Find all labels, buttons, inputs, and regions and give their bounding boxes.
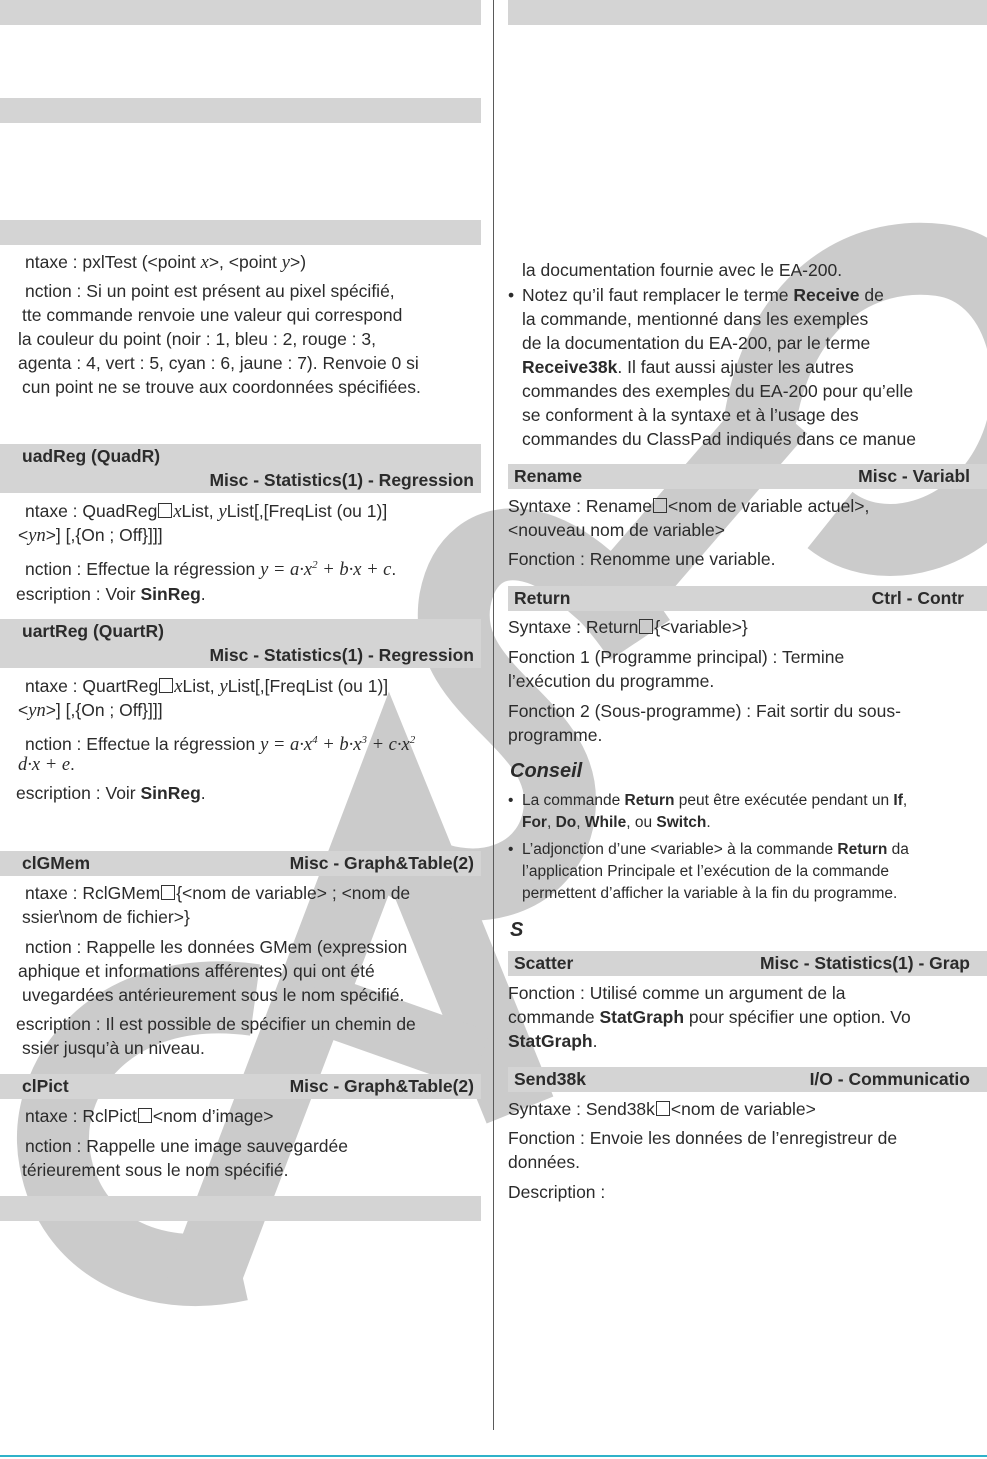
pxltest-function-line: agenta : 4, vert : 5, cyan : 6, jaune : 7). Renvoie 0 si <box>18 353 419 373</box>
space-symbol-icon <box>161 885 175 900</box>
entry-header-blank <box>508 0 987 25</box>
column-divider <box>493 0 494 1430</box>
quartreg-function: nction : Effectue la régression $y = a\cdot x^4 + b\cdot x^3 + c\cdot x^2$ <box>25 734 416 756</box>
quartreg-syntax-line2: <yn>] [,{On ; Off}]]] <box>18 700 163 721</box>
command-name: Rename <box>514 466 583 486</box>
pxltest-function-line: nction : Si un point est présent au pixel spécifié, <box>25 281 395 301</box>
quartreg-syntax: ntaxe : QuartReg xList, yList[,[FreqList (ou 1)] <box>25 676 389 697</box>
entry-header-rclgmem <box>0 851 481 876</box>
quartreg-formula: $y = a\cdot x^4 + b\cdot x^3 + c\cdot x^2$ <box>260 734 416 756</box>
entry-header-blank <box>0 1196 481 1221</box>
intro-line: la documentation fournie avec le EA-200. <box>522 260 843 280</box>
note-line: commandes du ClassPad indiqués dans ce manue <box>522 429 916 449</box>
command-category: Misc - Statistics(1) - Grap <box>759 953 970 973</box>
note-line: Receive38k. Il faut aussi ajuster les autres <box>522 357 854 377</box>
space-symbol-icon <box>653 498 667 513</box>
section-letter: S <box>510 919 524 941</box>
rename-syntax: Syntaxe : Rename <nom de variable actuel>, <box>508 496 870 516</box>
entry-header-quartreg <box>0 619 481 668</box>
note-line: Notez qu’il faut remplacer le terme Receive de <box>522 285 884 305</box>
conseil-bullet: • <box>508 841 514 858</box>
note-line: de la documentation du EA-200, par le terme <box>522 333 871 353</box>
send38k-function: données. <box>508 1152 581 1172</box>
scatter-function: Fonction : Utilisé comme un argument de la <box>508 983 846 1003</box>
space-symbol-icon <box>656 1101 670 1116</box>
space-symbol-icon <box>158 503 172 518</box>
conseil-line: permettent d’afficher la variable à la fin du programme. <box>522 885 898 902</box>
rename-function: Fonction : Renomme une variable. <box>508 549 776 569</box>
return-function1: Fonction 1 (Programme principal) : Termine <box>508 647 845 667</box>
entry-header-quadreg <box>0 444 481 493</box>
send38k-syntax: Syntaxe : Send38k <nom de variable> <box>508 1099 816 1119</box>
note-bullet: • <box>508 285 515 305</box>
pxltest-function-line: tte commande renvoie une valeur qui correspond <box>22 305 403 325</box>
conseil-line: La commande Return peut être exécutée pendant un If, <box>522 792 908 809</box>
command-category: Misc - Statistics(1) - Regression <box>209 470 474 490</box>
space-symbol-icon <box>159 678 173 693</box>
command-name: clPict <box>22 1076 69 1096</box>
command-category: Misc - Statistics(1) - Regression <box>209 645 474 665</box>
send38k-function: Fonction : Envoie les données de l’enregistreur de <box>508 1128 898 1148</box>
entry-header-pxltest <box>0 220 481 245</box>
command-category: Ctrl - Contr <box>871 588 964 608</box>
quartreg-formula-line2: d·x + e. <box>18 754 75 775</box>
return-syntax: Syntaxe : Return {<variable>} <box>508 617 748 637</box>
note-line: commandes des exemples du EA-200 pour qu’elle <box>522 381 914 401</box>
rclgmem-description-line: escription : Il est possible de spécifier un chemin de <box>16 1014 416 1034</box>
conseil-line: L’adjonction d’une <variable> à la commande Return da <box>522 841 909 858</box>
quadreg-description: escription : Voir SinReg. <box>16 584 206 604</box>
rclpict-function-line: térieurement sous le nom spécifié. <box>22 1160 289 1180</box>
rclgmem-description-line: ssier jusqu’à un niveau. <box>22 1038 205 1058</box>
entry-header-send38k <box>508 1067 987 1092</box>
rclpict-syntax: ntaxe : RclPict <nom d’image> <box>25 1106 274 1126</box>
left-column <box>0 0 481 1459</box>
conseil-line: For, Do, While, ou Switch. <box>522 814 711 831</box>
command-name: uadReg (QuadR) <box>22 446 161 466</box>
command-name: Return <box>514 588 571 608</box>
space-symbol-icon <box>138 1108 152 1123</box>
send38k-description: Description : <box>508 1182 606 1202</box>
command-category: Misc - Graph&Table(2) <box>289 853 474 873</box>
command-name: Scatter <box>514 953 574 973</box>
command-category: I/O - Communicatio <box>809 1069 970 1089</box>
rclgmem-function-line: aphique et informations afférentes) qui ont été <box>18 961 375 981</box>
scatter-function: StatGraph. <box>508 1031 598 1051</box>
command-category: Misc - Variabl <box>858 466 970 486</box>
return-function1: l’exécution du programme. <box>508 671 715 691</box>
conseil-heading: Conseil <box>510 760 583 782</box>
quadreg-syntax: ntaxe : QuadReg xList, yList[,[FreqList (ou 1)] <box>25 501 388 522</box>
entry-header-rclpict <box>0 1074 481 1099</box>
rclgmem-function-line: uvegardées antérieurement sous le nom spécifié. <box>22 985 405 1005</box>
quadreg-formula: $y = a\cdot x^2 + b\cdot x + c$ <box>260 559 392 581</box>
pxltest-function-line: la couleur du point (noir : 1, bleu : 2, rouge : 3, <box>18 329 376 349</box>
space-symbol-icon <box>639 619 653 634</box>
quadreg-function: nction : Effectue la régression $y = a\cdot x^2 + b\cdot x + c$. <box>25 559 397 581</box>
entry-header-return <box>508 586 987 611</box>
rclgmem-syntax-line2: ssier\nom de fichier>} <box>22 907 190 927</box>
conseil-line: l’application Principale et l’exécution de la commande <box>522 863 890 880</box>
command-name: uartReg (QuartR) <box>22 621 164 641</box>
entry-header-blank <box>0 98 481 123</box>
note-line: la commande, mentionné dans les exemples <box>522 309 869 329</box>
scatter-function: commande StatGraph pour spécifier une option. Vo <box>508 1007 911 1027</box>
rename-syntax-line2: <nouveau nom de variable> <box>508 520 725 540</box>
command-name: clGMem <box>22 853 91 873</box>
rclgmem-function-line: nction : Rappelle les données GMem (expression <box>25 937 408 957</box>
quartreg-description: escription : Voir SinReg. <box>16 783 206 803</box>
pxltest-syntax: ntaxe : pxlTest (<point x>, <point y>) <box>25 252 307 273</box>
pxltest-function-line: cun point ne se trouve aux coordonnées spécifiées. <box>22 377 421 397</box>
note-line: se conforment à la syntaxe et à l’usage des <box>522 405 859 425</box>
entry-header-blank <box>0 0 481 25</box>
rclpict-function-line: nction : Rappelle une image sauvegardée <box>25 1136 348 1156</box>
command-category: Misc - Graph&Table(2) <box>289 1076 474 1096</box>
entry-header-scatter <box>508 951 987 976</box>
return-function2: Fonction 2 (Sous-programme) : Fait sortir du sous- <box>508 701 901 721</box>
conseil-bullet: • <box>508 792 514 809</box>
command-name: Send38k <box>514 1069 586 1089</box>
right-column <box>508 0 987 1459</box>
return-function2: programme. <box>508 725 603 745</box>
entry-header-rename <box>508 464 987 489</box>
footer-rule <box>0 1455 987 1457</box>
rclgmem-syntax: ntaxe : RclGMem {<nom de variable> ; <nom de <box>25 883 411 903</box>
quadreg-syntax-line2: <yn>] [,{On ; Off}]]] <box>18 525 163 546</box>
